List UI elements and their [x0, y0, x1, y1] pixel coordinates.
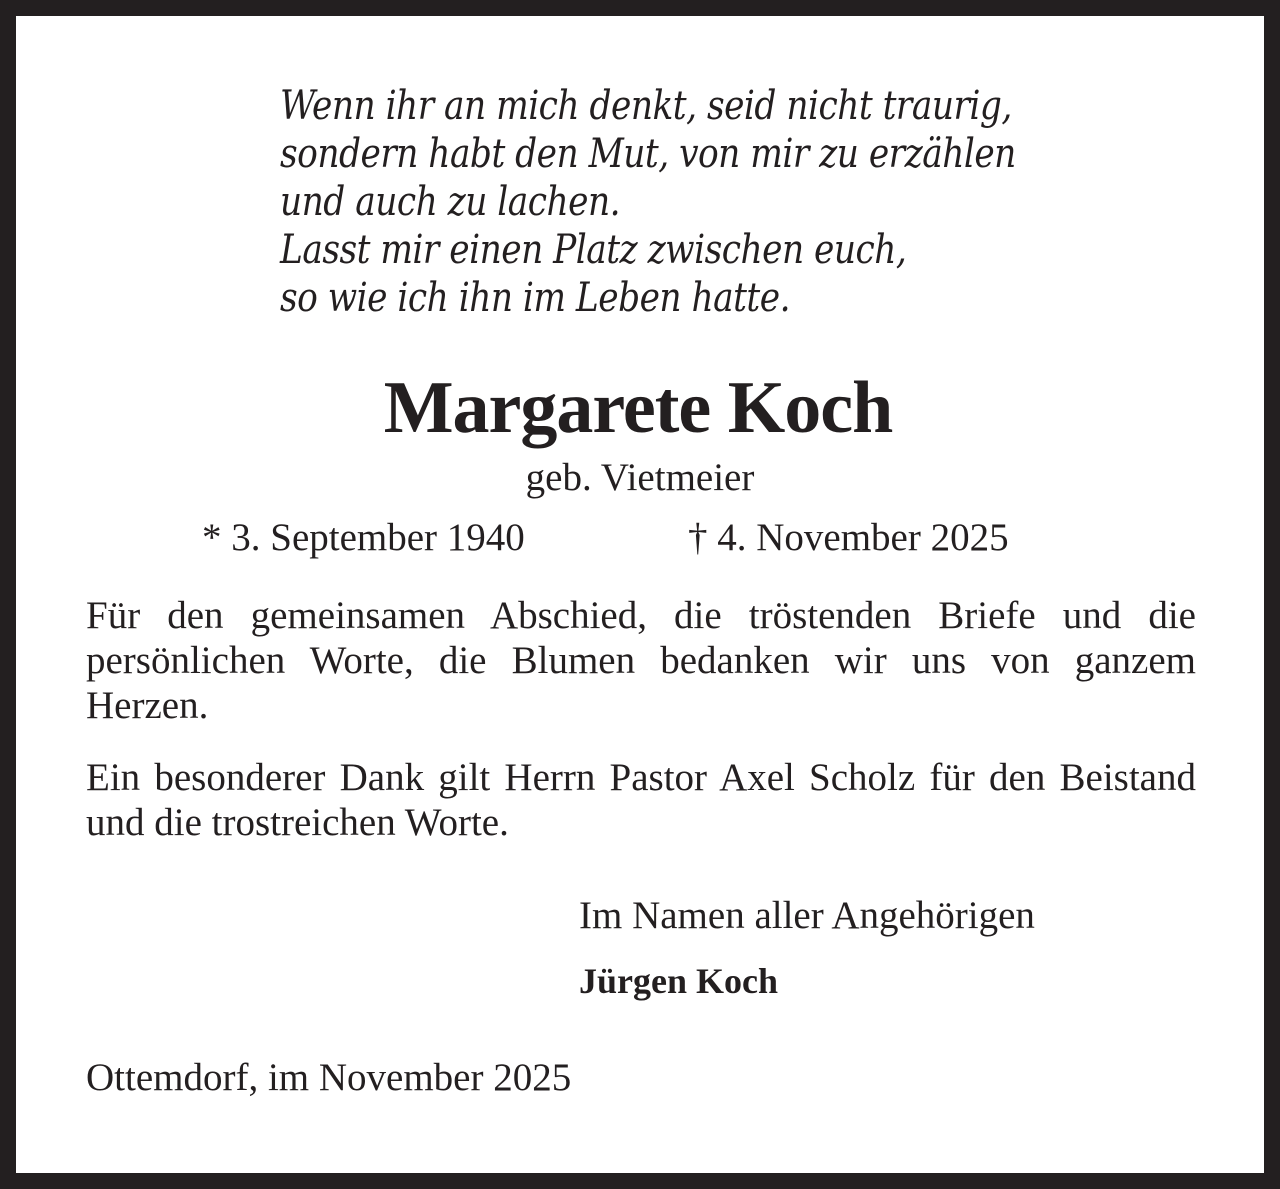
thanks-paragraph: Für den gemeinsamen Abschied, die tröstenden Briefe und die persönlichen Worte, die Blumen bedanken wir uns von ganzem Herzen.	[86, 594, 1196, 727]
signer-name: Jürgen Koch	[579, 961, 779, 1001]
birth-name: geb. Vietmeier	[525, 456, 755, 499]
birth-date: * 3. September 1940	[202, 516, 525, 559]
special-thanks-paragraph: Ein besonderer Dank gilt Herrn Pastor Axel Scholz für den Beistand und die trostreichen Worte.	[86, 756, 1196, 844]
deceased-name: Margarete Koch	[383, 367, 893, 449]
life-dates	[202, 516, 1009, 560]
memorial-poem	[280, 82, 1016, 322]
death-date: † 4. November 2025	[688, 516, 1009, 559]
place-and-date: Ottemdorf, im November 2025	[86, 1056, 572, 1099]
poem-line: so wie ich ihn im Leben hatte.	[280, 275, 791, 321]
poem-line: sondern habt den Mut, von mir zu erzählen	[280, 131, 1016, 177]
closing-line: Im Namen aller Angehörigen	[579, 894, 1035, 937]
poem-line: Lasst mir einen Platz zwischen euch,	[280, 227, 907, 273]
obituary-notice	[16, 16, 1264, 1173]
poem-line: Wenn ihr an mich denkt, seid nicht traurig,	[280, 83, 1012, 129]
poem-line: und auch zu lachen.	[280, 179, 621, 225]
